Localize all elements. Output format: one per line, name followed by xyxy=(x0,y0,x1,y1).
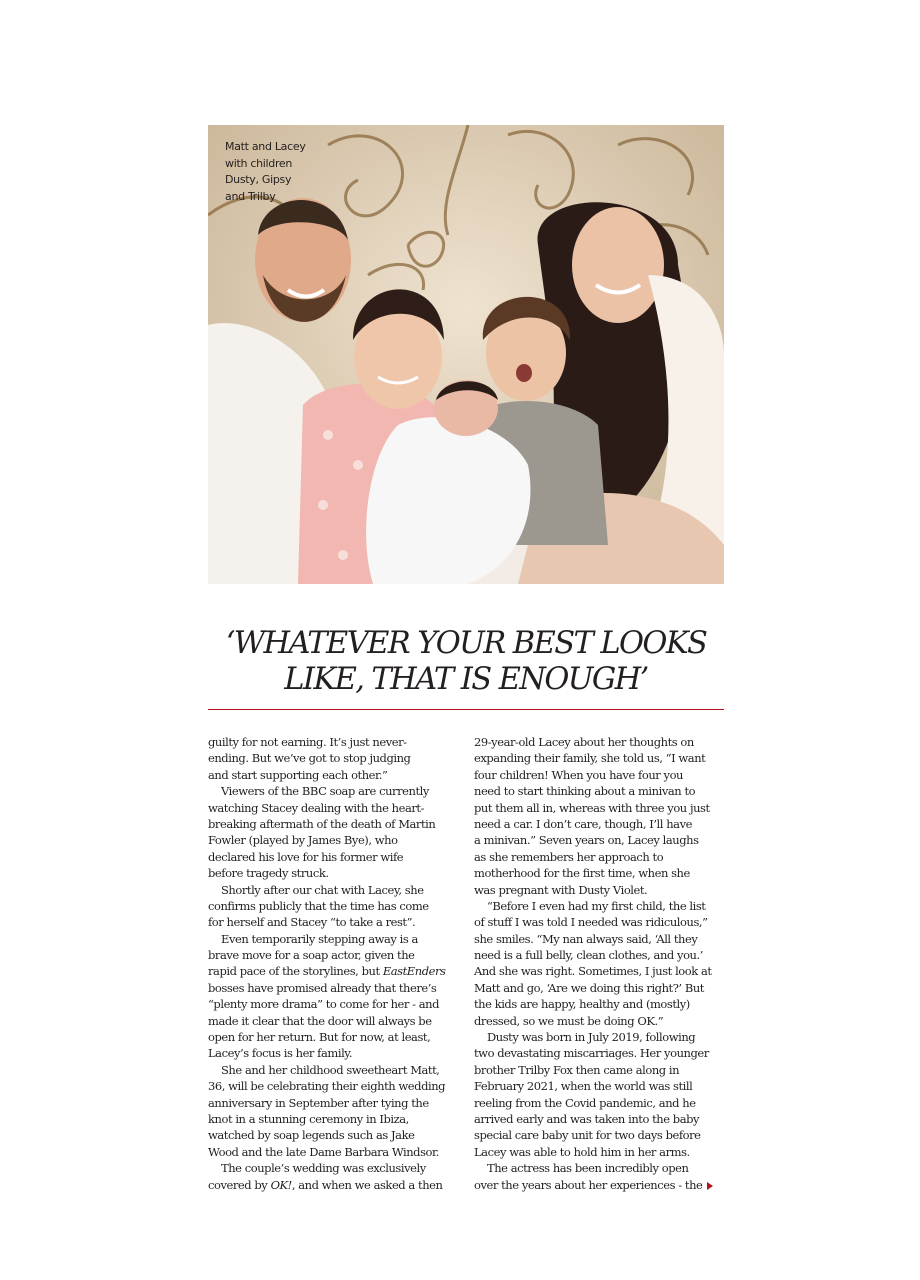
article-line-text: for herself and Stacey “to take a rest”. xyxy=(208,915,416,930)
article-line xyxy=(208,914,460,930)
article-line-text: a minivan.” Seven years on, Lacey laughs xyxy=(474,833,699,848)
article-line xyxy=(208,980,460,996)
article-line xyxy=(208,800,460,816)
article-line xyxy=(474,963,726,979)
article-line xyxy=(208,1095,460,1111)
italic-title: EastEnders xyxy=(382,964,446,979)
article-line-text: of stuff I was told I needed was ridiculous,” xyxy=(474,915,708,930)
article-line xyxy=(474,750,726,766)
article-line xyxy=(208,832,460,848)
article-line-text: and start supporting each other.” xyxy=(208,767,388,782)
article-line-text: February 2021, when the world was still xyxy=(474,1079,693,1094)
article-line xyxy=(474,1160,726,1176)
article-line xyxy=(474,1111,726,1127)
article-line xyxy=(474,980,726,996)
article-line xyxy=(208,1029,460,1045)
article-line xyxy=(474,996,726,1012)
article-line-text: “plenty more drama” to come for her - and xyxy=(208,997,440,1012)
family-photo xyxy=(208,125,724,584)
caption-line: and Trilby xyxy=(225,189,276,203)
article-line xyxy=(208,1013,460,1029)
article-line xyxy=(474,947,726,963)
headline-line: LIKE, THAT IS ENOUGH’ xyxy=(284,662,648,697)
article-line xyxy=(474,849,726,865)
caption-line: Matt and Lacey xyxy=(225,140,306,153)
article-line-text: declared his love for his former wife xyxy=(208,849,404,864)
article-line-text: before tragedy struck. xyxy=(208,866,329,881)
article-line-text: “Before I even had my first child, the list xyxy=(487,898,706,913)
article-line xyxy=(208,1144,460,1160)
article-line xyxy=(208,849,460,865)
caption-line: with children xyxy=(225,156,293,170)
article-line xyxy=(474,1078,726,1094)
continue-arrow-icon xyxy=(707,1182,713,1190)
article-line-text: confirms publicly that the time has come xyxy=(208,898,429,913)
article-line-text: two devastating miscarriages. Her younger xyxy=(474,1046,709,1061)
article-line xyxy=(474,1127,726,1143)
article-line xyxy=(208,1127,460,1143)
article-line xyxy=(208,947,460,963)
article-line xyxy=(474,783,726,799)
article-line xyxy=(208,816,460,832)
article-line-text: made it clear that the door will always be xyxy=(208,1013,432,1028)
article-line xyxy=(474,1062,726,1078)
article-line-text: anniversary in September after tying the xyxy=(208,1095,429,1110)
article-line-text: brother Trilby Fox then came along in xyxy=(474,1062,680,1077)
article-line-text: brave move for a soap actor, given the xyxy=(208,948,415,963)
italic-title: OK! xyxy=(270,1177,292,1192)
article-line xyxy=(474,734,726,750)
article-line-text: special care baby unit for two days before xyxy=(474,1128,701,1143)
article-line-text: as she remembers her approach to xyxy=(474,849,664,864)
article-line-text: guilty for not earning. It’s just never- xyxy=(208,735,407,749)
article-line xyxy=(208,783,460,799)
article-line-text: knot in a stunning ceremony in Ibiza, xyxy=(208,1111,409,1126)
article-line xyxy=(208,865,460,881)
article-line-text: Even temporarily stepping away is a xyxy=(221,931,418,946)
article-line-text: ending. But we’ve got to stop judging xyxy=(208,751,411,766)
article-line-text: She and her childhood sweetheart Matt, xyxy=(221,1062,440,1077)
article-line xyxy=(208,931,460,947)
article-line-text: breaking aftermath of the death of Martin xyxy=(208,816,436,831)
article-line-text: open for her return. But for now, at least, xyxy=(208,1030,431,1045)
article-line xyxy=(474,832,726,848)
article-line xyxy=(208,1078,460,1094)
article-line-text: Viewers of the BBC soap are currently xyxy=(221,784,429,799)
article-line-text: Fowler (played by James Bye), who xyxy=(208,833,398,848)
article-line xyxy=(208,750,460,766)
article-line xyxy=(474,898,726,914)
article-line-text: arrived early and was taken into the baby xyxy=(474,1111,700,1126)
article-line-text: she smiles. “My nan always said, ‘All they xyxy=(474,931,698,946)
article-line xyxy=(208,882,460,898)
article-line xyxy=(474,800,726,816)
article-line xyxy=(208,767,460,783)
article-line xyxy=(208,1062,460,1078)
article-line-text: need to start thinking about a minivan to xyxy=(474,784,696,799)
article-line xyxy=(474,767,726,783)
article-line-text: four children! When you have four you xyxy=(474,767,684,782)
article-line-text: reeling from the Covid pandemic, and he xyxy=(474,1095,696,1110)
article-line xyxy=(208,1045,460,1061)
article-line-text: Lacey was able to hold him in her arms. xyxy=(474,1144,690,1159)
article-line-text: over the years about her experiences - the xyxy=(474,1177,703,1192)
article-line xyxy=(208,898,460,914)
article-line xyxy=(474,865,726,881)
article-line-text: The couple’s wedding was exclusively xyxy=(221,1161,426,1176)
article-line-text: was pregnant with Dusty Violet. xyxy=(474,882,648,897)
article-line-text: motherhood for the first time, when she xyxy=(474,866,690,881)
article-line xyxy=(474,1177,726,1193)
article-line xyxy=(208,1160,460,1176)
article-line-text: expanding their family, she told us, “I want xyxy=(474,751,706,766)
article-line xyxy=(474,914,726,930)
article-line-text: 29-year-old Lacey about her thoughts on xyxy=(474,735,694,749)
photo-caption xyxy=(225,139,335,205)
article-line-text: need a car. I don’t care, though, I’ll have xyxy=(474,816,692,831)
article-line xyxy=(208,734,460,750)
article-line-text: dressed, so we must be doing OK.” xyxy=(474,1013,664,1028)
article-line xyxy=(474,1095,726,1111)
article-line-text: the kids are happy, healthy and (mostly) xyxy=(474,997,690,1012)
headline-line: ‘WHATEVER YOUR BEST LOOKS xyxy=(225,626,707,661)
article-line xyxy=(208,1177,460,1193)
article-column-left xyxy=(208,734,460,1193)
article-line-text: rapid pace of the storylines, but xyxy=(208,964,383,979)
article-line-text: The actress has been incredibly open xyxy=(487,1161,689,1176)
article-line-text: covered by xyxy=(208,1177,271,1192)
article-line-text: Shortly after our chat with Lacey, she xyxy=(221,882,424,897)
article-line-text: watching Stacey dealing with the heart- xyxy=(208,800,425,815)
article-line-text: Dusty was born in July 2019, following xyxy=(487,1030,696,1045)
article-line-text: 36, will be celebrating their eighth wedding xyxy=(208,1079,446,1094)
article-line-text: , and when we asked a then xyxy=(291,1177,443,1192)
article-line-text: watched by soap legends such as Jake xyxy=(208,1128,415,1143)
article-line xyxy=(208,996,460,1012)
article-line-text: And she was right. Sometimes, I just look at xyxy=(474,964,712,979)
article-line xyxy=(208,1111,460,1127)
article-line-text: Lacey’s focus is her family. xyxy=(208,1046,353,1061)
article-line xyxy=(474,1144,726,1160)
article-line-text: Wood and the late Dame Barbara Windsor. xyxy=(208,1144,439,1159)
article-line xyxy=(474,1013,726,1029)
article-line xyxy=(474,931,726,947)
article-line xyxy=(474,882,726,898)
caption-line: Dusty, Gipsy xyxy=(225,173,292,186)
article-column-right xyxy=(474,734,726,1193)
article-line xyxy=(474,1029,726,1045)
article-line-text: need is a full belly, clean clothes, and you.’ xyxy=(474,948,703,963)
pull-quote-headline xyxy=(208,626,724,698)
article-line xyxy=(208,963,460,979)
article-line-text: put them all in, whereas with three you just xyxy=(474,800,710,815)
article-line xyxy=(474,1045,726,1061)
article-line-text: Matt and go, ‘Are we doing this right?’ But xyxy=(474,980,704,995)
headline-divider xyxy=(208,709,724,710)
article-line xyxy=(474,816,726,832)
article-line-text: bosses have promised already that there’s xyxy=(208,980,437,995)
